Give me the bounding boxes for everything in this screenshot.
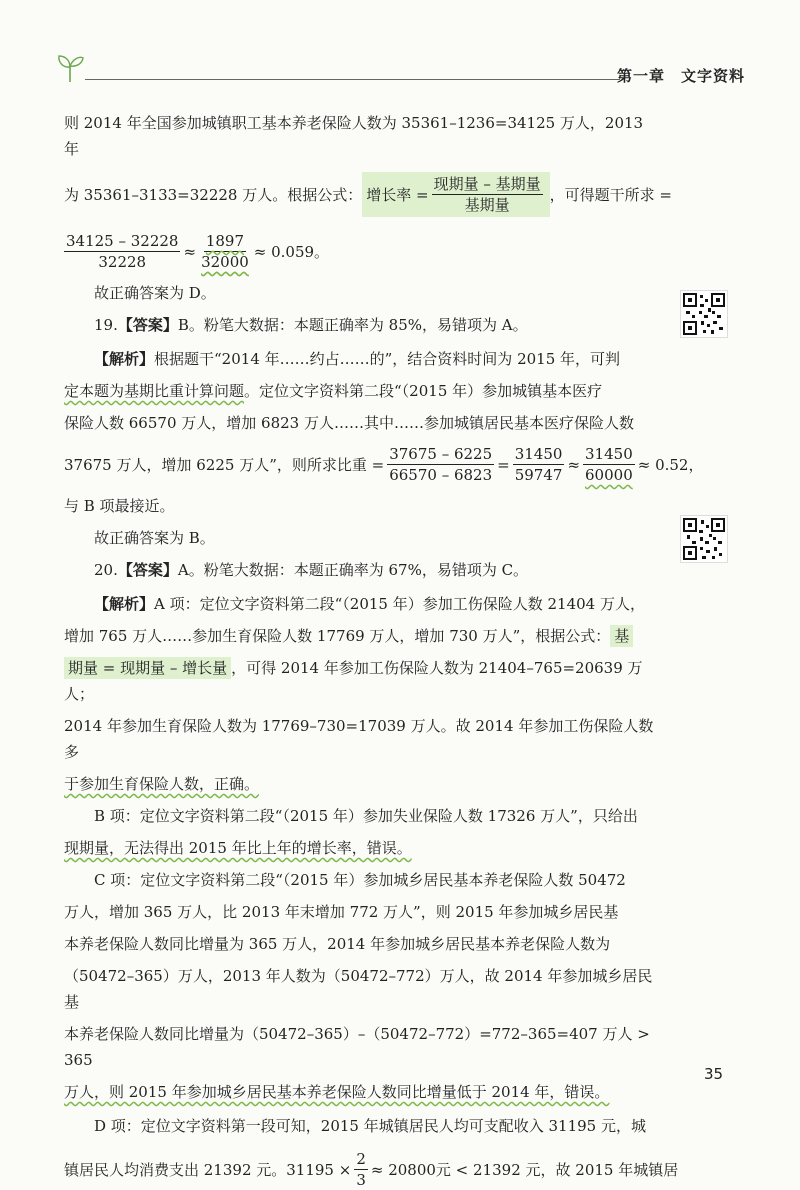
text-line: [64, 655, 660, 707]
text-line: 则 2014 年全国参加城镇职工基本养老保险人数为 35361–1236=34125 万人，2013 年: [64, 114, 644, 158]
qr-code-icon[interactable]: [680, 290, 728, 338]
header-rule: [85, 79, 620, 80]
text-line: [64, 771, 660, 797]
text-span: ，可得题干所求 =: [549, 185, 672, 204]
text-span: 37675 万人，增加 6225 万人”，则所求比重 =: [64, 455, 385, 474]
text-line: D 项：定位文字资料第一段可知，2015 年城镇居民人均可支配收入 31195 元，城: [94, 1117, 646, 1135]
analysis-line: [64, 378, 660, 404]
wavy-underlined-text: 万人，则 2015 年参加城乡居民基本养老保险人数同比增量低于 2014 年，错误。: [64, 1083, 610, 1101]
text-span: 。定位文字资料第二段“（2015 年）参加城镇基本医疗: [244, 382, 603, 400]
text-span: 为 35361–3133=32228 万人。根据公式：: [64, 185, 363, 204]
text-span: ≈ 0.059。: [253, 242, 330, 261]
approx-sign: ≈: [183, 242, 197, 261]
fraction-denominator: 32000: [201, 253, 249, 271]
chapter-label: 第一章: [616, 67, 665, 85]
question-20-answer: [64, 557, 660, 583]
text-line: C 项：定位文字资料第二段“（2015 年）参加城乡居民基本养老保险人数 50472: [94, 871, 626, 889]
formula-line: [64, 172, 672, 217]
answer-tag: 【答案】: [117, 316, 178, 334]
text-span: 镇居民人均消费支出 21392 元。31195 ×: [64, 1160, 352, 1179]
analysis-line: [64, 591, 660, 617]
text-line: 2014 年参加生育保险人数为 17769–730=17039 万人。故 2014 年参加工伤保险人数多: [64, 717, 654, 761]
question-number: 20.: [94, 561, 118, 579]
text-span: 增加 765 万人……参加生育保险人数 17769 万人，增加 730 万人”，根据公式：: [64, 627, 611, 645]
text-span: 根据题干“2014 年……约占……的”，结合资料时间为 2015 年，可判: [154, 350, 621, 368]
page-number: 35: [704, 1065, 724, 1083]
wavy-underlined-text: 定本题为基期比重计算问题: [64, 382, 245, 400]
fraction-numerator: 34125 – 32228: [66, 232, 179, 250]
answer-text: B。粉笔大数据：本题正确率为 85%，易错项为 A。: [177, 316, 528, 334]
fraction-denominator: 60000: [585, 466, 633, 484]
fraction: [387, 444, 494, 485]
text-line: [64, 835, 660, 861]
chapter-heading: [617, 65, 745, 86]
answer-line: 故正确答案为 D。: [94, 284, 216, 302]
formula-line: [64, 231, 660, 272]
text-line: 保险人数 66570 万人，增加 6823 万人……其中……参加城镇居民基本医疗保险人数: [64, 414, 634, 432]
answer-tag: 【答案】: [117, 561, 178, 579]
fraction: [354, 1149, 368, 1190]
text-line: 本养老保险人数同比增量为 365 万人，2014 年参加城乡居民基本养老保险人数为: [64, 935, 611, 953]
fraction-numerator: 31450: [585, 445, 633, 463]
text-line: [64, 623, 660, 649]
text-span: ≈ 20800元 < 21392 元，故 2015 年城镇居: [370, 1160, 679, 1179]
fraction-denominator: 59747: [514, 466, 563, 484]
fraction-numerator: 37675 – 6225: [389, 445, 493, 463]
highlighted-formula: 期量 = 现期量 – 增长量: [64, 657, 231, 679]
formula-label: 增长率 =: [366, 185, 429, 204]
fraction: [64, 231, 180, 272]
analysis-tag: 【解析】: [94, 595, 155, 613]
section-label: 文字资料: [680, 67, 745, 85]
text-line: [64, 1079, 660, 1105]
text-line: 与 B 项最接近。: [64, 497, 175, 515]
fraction-numerator: 现期量 – 基期量: [433, 175, 541, 193]
question-19-answer: [64, 312, 660, 338]
analysis-tag: 【解析】: [94, 350, 155, 368]
question-number: 19.: [94, 316, 118, 334]
fraction-denominator: 66570 – 6823: [389, 466, 493, 484]
qr-code-icon[interactable]: [680, 515, 728, 563]
analysis-line: [64, 346, 660, 372]
fraction: [199, 231, 251, 272]
highlighted-formula: 基: [610, 625, 633, 647]
text-span: ≈ 0.52，: [637, 455, 704, 474]
text-span: ，可得 2014 年参加工伤保险人数为 21404–765=20639 万人；: [64, 659, 643, 703]
fraction-denominator: 3: [356, 1171, 366, 1189]
wavy-underlined-text: 于参加生育保险人数，正确。: [64, 775, 260, 793]
equals-sign: =: [497, 455, 510, 474]
sprout-icon: [55, 52, 85, 84]
fraction-numerator: 1897: [205, 232, 245, 250]
fraction-numerator: 31450: [514, 445, 563, 463]
wavy-underlined-text: 现期量，无法得出 2015 年比上年的增长率，错误。: [64, 839, 412, 857]
fraction: [432, 174, 543, 215]
formula-line: [64, 444, 704, 485]
text-line: 万人，增加 365 万人，比 2013 年末增加 772 万人”，则 2015 年参加城乡居民基: [64, 903, 619, 921]
answer-text: A。粉笔大数据：本题正确率为 67%，易错项为 C。: [177, 561, 529, 579]
answer-line: 故正确答案为 B。: [94, 529, 215, 547]
formula-line: [64, 1149, 679, 1190]
page-header: [55, 50, 745, 90]
fraction: [583, 444, 635, 485]
text-line: （50472–365）万人，2013 年人数为（50472–772）万人，故 2014 年参加城乡居民基: [64, 967, 653, 1011]
fraction-denominator: 基期量: [464, 196, 510, 214]
fraction: [513, 444, 565, 485]
fraction-denominator: 32228: [98, 253, 147, 271]
approx-sign: ≈: [567, 455, 581, 474]
text-line: B 项：定位文字资料第二段“（2015 年）参加失业保险人数 17326 万人”，只给出: [94, 807, 638, 825]
text-span: A 项：定位文字资料第二段“（2015 年）参加工伤保险人数 21404 万人，: [154, 595, 645, 613]
highlighted-formula: [362, 172, 549, 217]
text-line: 本养老保险人数同比增量为（50472–365）–（50472–772）=772–365=407 万人 > 365: [64, 1025, 650, 1069]
fraction-numerator: 2: [356, 1150, 366, 1168]
page-content: [64, 110, 704, 1190]
